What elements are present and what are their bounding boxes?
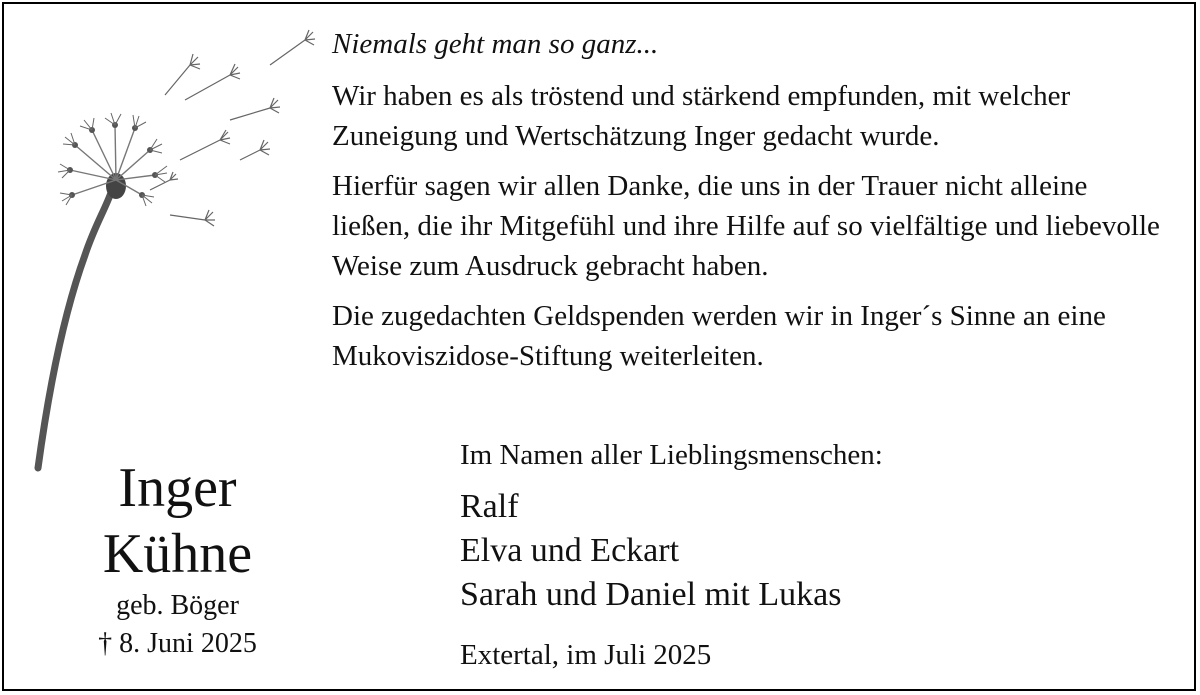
signature-name: Elva und Eckart: [460, 532, 680, 569]
signature-names: [460, 485, 1160, 617]
signature-name: Sarah und Daniel mit Lukas: [460, 576, 842, 613]
dandelion-icon: [30, 20, 330, 480]
signature-intro: Im Namen aller Lieblingsmenschen:: [460, 439, 883, 471]
signature-block: [460, 435, 1160, 675]
place-date: Extertal, im Juli 2025: [460, 639, 712, 671]
message-text: [332, 24, 1172, 386]
deceased-block: [40, 455, 315, 663]
motto: Niemals geht man so ganz...: [332, 28, 659, 60]
paragraph-2: Hierfür sagen wir allen Danke, die uns in der Trauer nicht alleine ließen, die ihr Mitgefühl und ihre Hilfe auf so vielfältige und liebevolle Weise zum Ausdruck gebracht haben.: [332, 170, 1160, 282]
paragraph-3: Die zugedachten Geldspenden werden wir in Inger´s Sinne an eine Mukoviszidose-Stiftung weiterleiten.: [332, 300, 1106, 372]
last-name: Kühne: [102, 523, 253, 585]
birth-name: geb. Böger: [116, 590, 239, 621]
signature-name: Ralf: [460, 488, 519, 525]
first-name: Inger: [118, 457, 237, 519]
death-date: † 8. Juni 2025: [98, 628, 257, 659]
paragraph-1: Wir haben es als tröstend und stärkend empfunden, mit welcher Zuneigung und Wertschätzung Inger gedacht wurde.: [332, 80, 1071, 152]
